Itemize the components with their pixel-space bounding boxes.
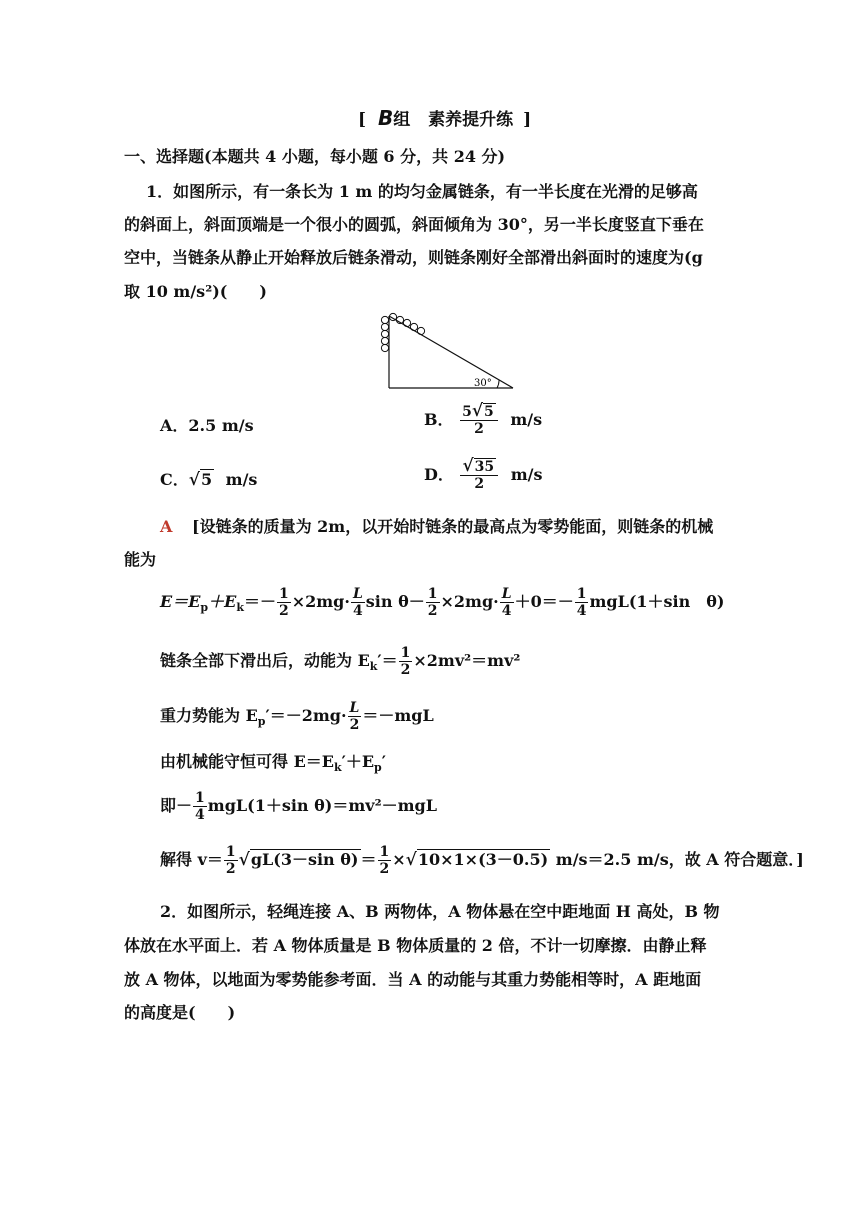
group-label: 组 (393, 110, 411, 130)
q1-line3: 空中，当链条从静止开始释放后链条滑动，则链条刚好全部滑出斜面时的速度为(g (124, 248, 703, 267)
left-bracket: [ (358, 110, 367, 130)
angle-label: 30° (474, 378, 492, 389)
right-bracket: ] (523, 110, 532, 130)
q1-line2: 的斜面上，斜面顶端是一个很小的圆弧，斜面倾角为 30°，另一半长度竖直下垂在 (124, 215, 704, 234)
solution1-line2: 能为 (124, 550, 157, 569)
answer-label: A (160, 517, 173, 536)
q1-line4: 取 10 m/s²)( ) (124, 282, 267, 301)
option-a: A．2.5 m/s (160, 416, 254, 435)
q2-line4: 的高度是( ) (124, 1003, 236, 1022)
q2-line3: 放 A 物体，以地面为零势能参考面．当 A 的动能与其重力势能相等时，A 距地面 (124, 970, 702, 989)
result-line: 解得 v＝ $\frac{1}{2}$ √gL(3－sin θ) ＝ $\frac{1}{2}$ ×√10×1×(3－0.5) m/s＝2.5 m/s，故 A 符合题意．] (160, 844, 804, 877)
option-b: B． $\frac{5√5}{2}$ m/s (424, 401, 543, 437)
section-title: 一、选择题(本题共 4 小题，每小题 6 分，共 24 分) (124, 147, 506, 166)
section-header (358, 108, 531, 130)
header-title: 素养提升练 (428, 110, 514, 130)
solution1-line1: A [设链条的质量为 2m，以开始时链条的最高点为零势能面，则链条的机械 (160, 517, 714, 536)
option-d-fraction: $\frac{√35}{2}$ (460, 458, 498, 492)
group-badge: B (377, 106, 394, 130)
chain-incline-figure (375, 308, 520, 394)
potential-energy-line: 重力势能为 $E_p'=-2mg\cdot$ $\frac{L}{2}$ ＝－mgL (160, 700, 434, 733)
energy-equation: $E=E_p+E_k=-$ $\frac{1}{2}$ ×2mg· $\frac{L}{4}$ sin θ－ $\frac{1}{2}$ ×2mg· $\frac{L}{4}$ ＋0＝－ $\frac{1}{4}$ mgL(1＋sin θ) (160, 586, 725, 619)
kinetic-energy-line: 链条全部下滑出后，动能为 $E_k'=$ $\frac{1}{2}$ ×2mv²＝mv² (160, 645, 521, 678)
q1-line1: 1．如图所示，有一条长为 1 m 的均匀金属链条，有一半长度在光滑的足够高 (146, 182, 698, 201)
option-b-fraction: $\frac{5√5}{2}$ (460, 403, 498, 437)
substitution-line: 即－ $\frac{1}{4}$ mgL(1＋sin θ)＝mv²－mgL (160, 790, 437, 823)
q2-line2: 体放在水平面上．若 A 物体质量是 B 物体质量的 2 倍，不计一切摩擦．由静止释 (124, 936, 707, 955)
option-d: D． $\frac{√35}{2}$ m/s (424, 456, 543, 492)
q2-line1: 2．如图所示，轻绳连接 A、B 两物体，A 物体悬在空中距地面 H 高处，B 物 (160, 902, 720, 921)
option-c: C．√5 m/s (160, 470, 258, 490)
conservation-line: 由机械能守恒可得 $E=E_k'+E_p'$ (160, 752, 386, 775)
